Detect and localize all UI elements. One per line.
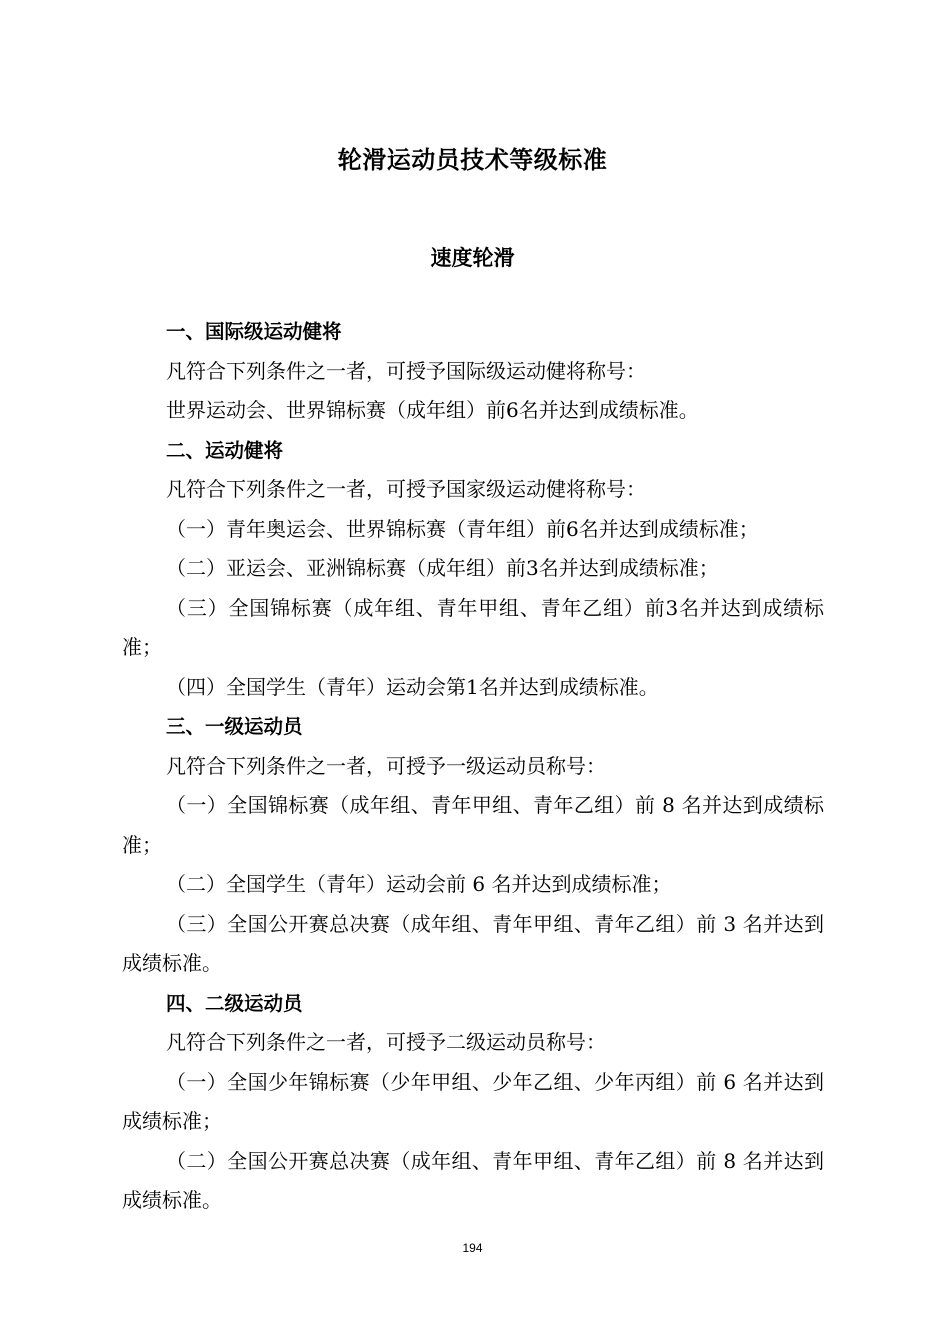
paragraph: 世界运动会、世界锦标赛（成年组）前6名并达到成绩标准。 xyxy=(166,398,699,422)
section-second-class xyxy=(122,984,824,1221)
section-heading: 二、运动健将 xyxy=(166,438,284,462)
paragraph: 凡符合下列条件之一者，可授予一级运动员称号： xyxy=(166,753,606,778)
paragraph: 凡符合下列条件之一者，可授予国际级运动健将称号： xyxy=(166,358,646,383)
paragraph: （四）全国学生（青年）运动会第1名并达到成绩标准。 xyxy=(166,674,659,699)
paragraph: （一）全国锦标赛（成年组、青年甲组、青年乙组）前 8 名并达到成绩标准； xyxy=(122,793,824,857)
section-first-class xyxy=(122,707,824,984)
paragraph: （二）全国学生（青年）运动会前 6 名并达到成绩标准； xyxy=(166,872,672,896)
section-heading: 四、二级运动员 xyxy=(166,991,303,1015)
section-heading: 一、国际级运动健将 xyxy=(166,320,342,343)
document-title: 轮滑运动员技术等级标准 xyxy=(337,145,608,174)
paragraph: （二）亚运会、亚洲锦标赛（成年组）前3名并达到成绩标准； xyxy=(166,556,719,580)
paragraph: （一）青年奥运会、世界锦标赛（青年组）前6名并达到成绩标准； xyxy=(166,516,759,541)
paragraph: 凡符合下列条件之一者，可授予国家级运动健将称号： xyxy=(166,477,646,501)
document-subtitle: 速度轮滑 xyxy=(430,245,515,270)
page-number: 194 xyxy=(462,1241,483,1255)
paragraph: 凡符合下列条件之一者，可授予二级运动员称号： xyxy=(166,1030,606,1054)
section-heading: 三、一级运动员 xyxy=(166,715,303,738)
paragraph: （一）全国少年锦标赛（少年甲组、少年乙组、少年丙组）前 6 名并达到成绩标准； xyxy=(122,1069,824,1133)
document-body xyxy=(122,312,824,1221)
paragraph: （三）全国锦标赛（成年组、青年甲组、青年乙组）前3名并达到成绩标准； xyxy=(122,595,824,659)
section-master xyxy=(122,431,824,708)
paragraph: （三）全国公开赛总决赛（成年组、青年甲组、青年乙组）前 3 名并达到成绩标准。 xyxy=(122,911,824,975)
section-international-master xyxy=(122,312,824,431)
paragraph: （二）全国公开赛总决赛（成年组、青年甲组、青年乙组）前 8 名并达到成绩标准。 xyxy=(122,1148,824,1212)
